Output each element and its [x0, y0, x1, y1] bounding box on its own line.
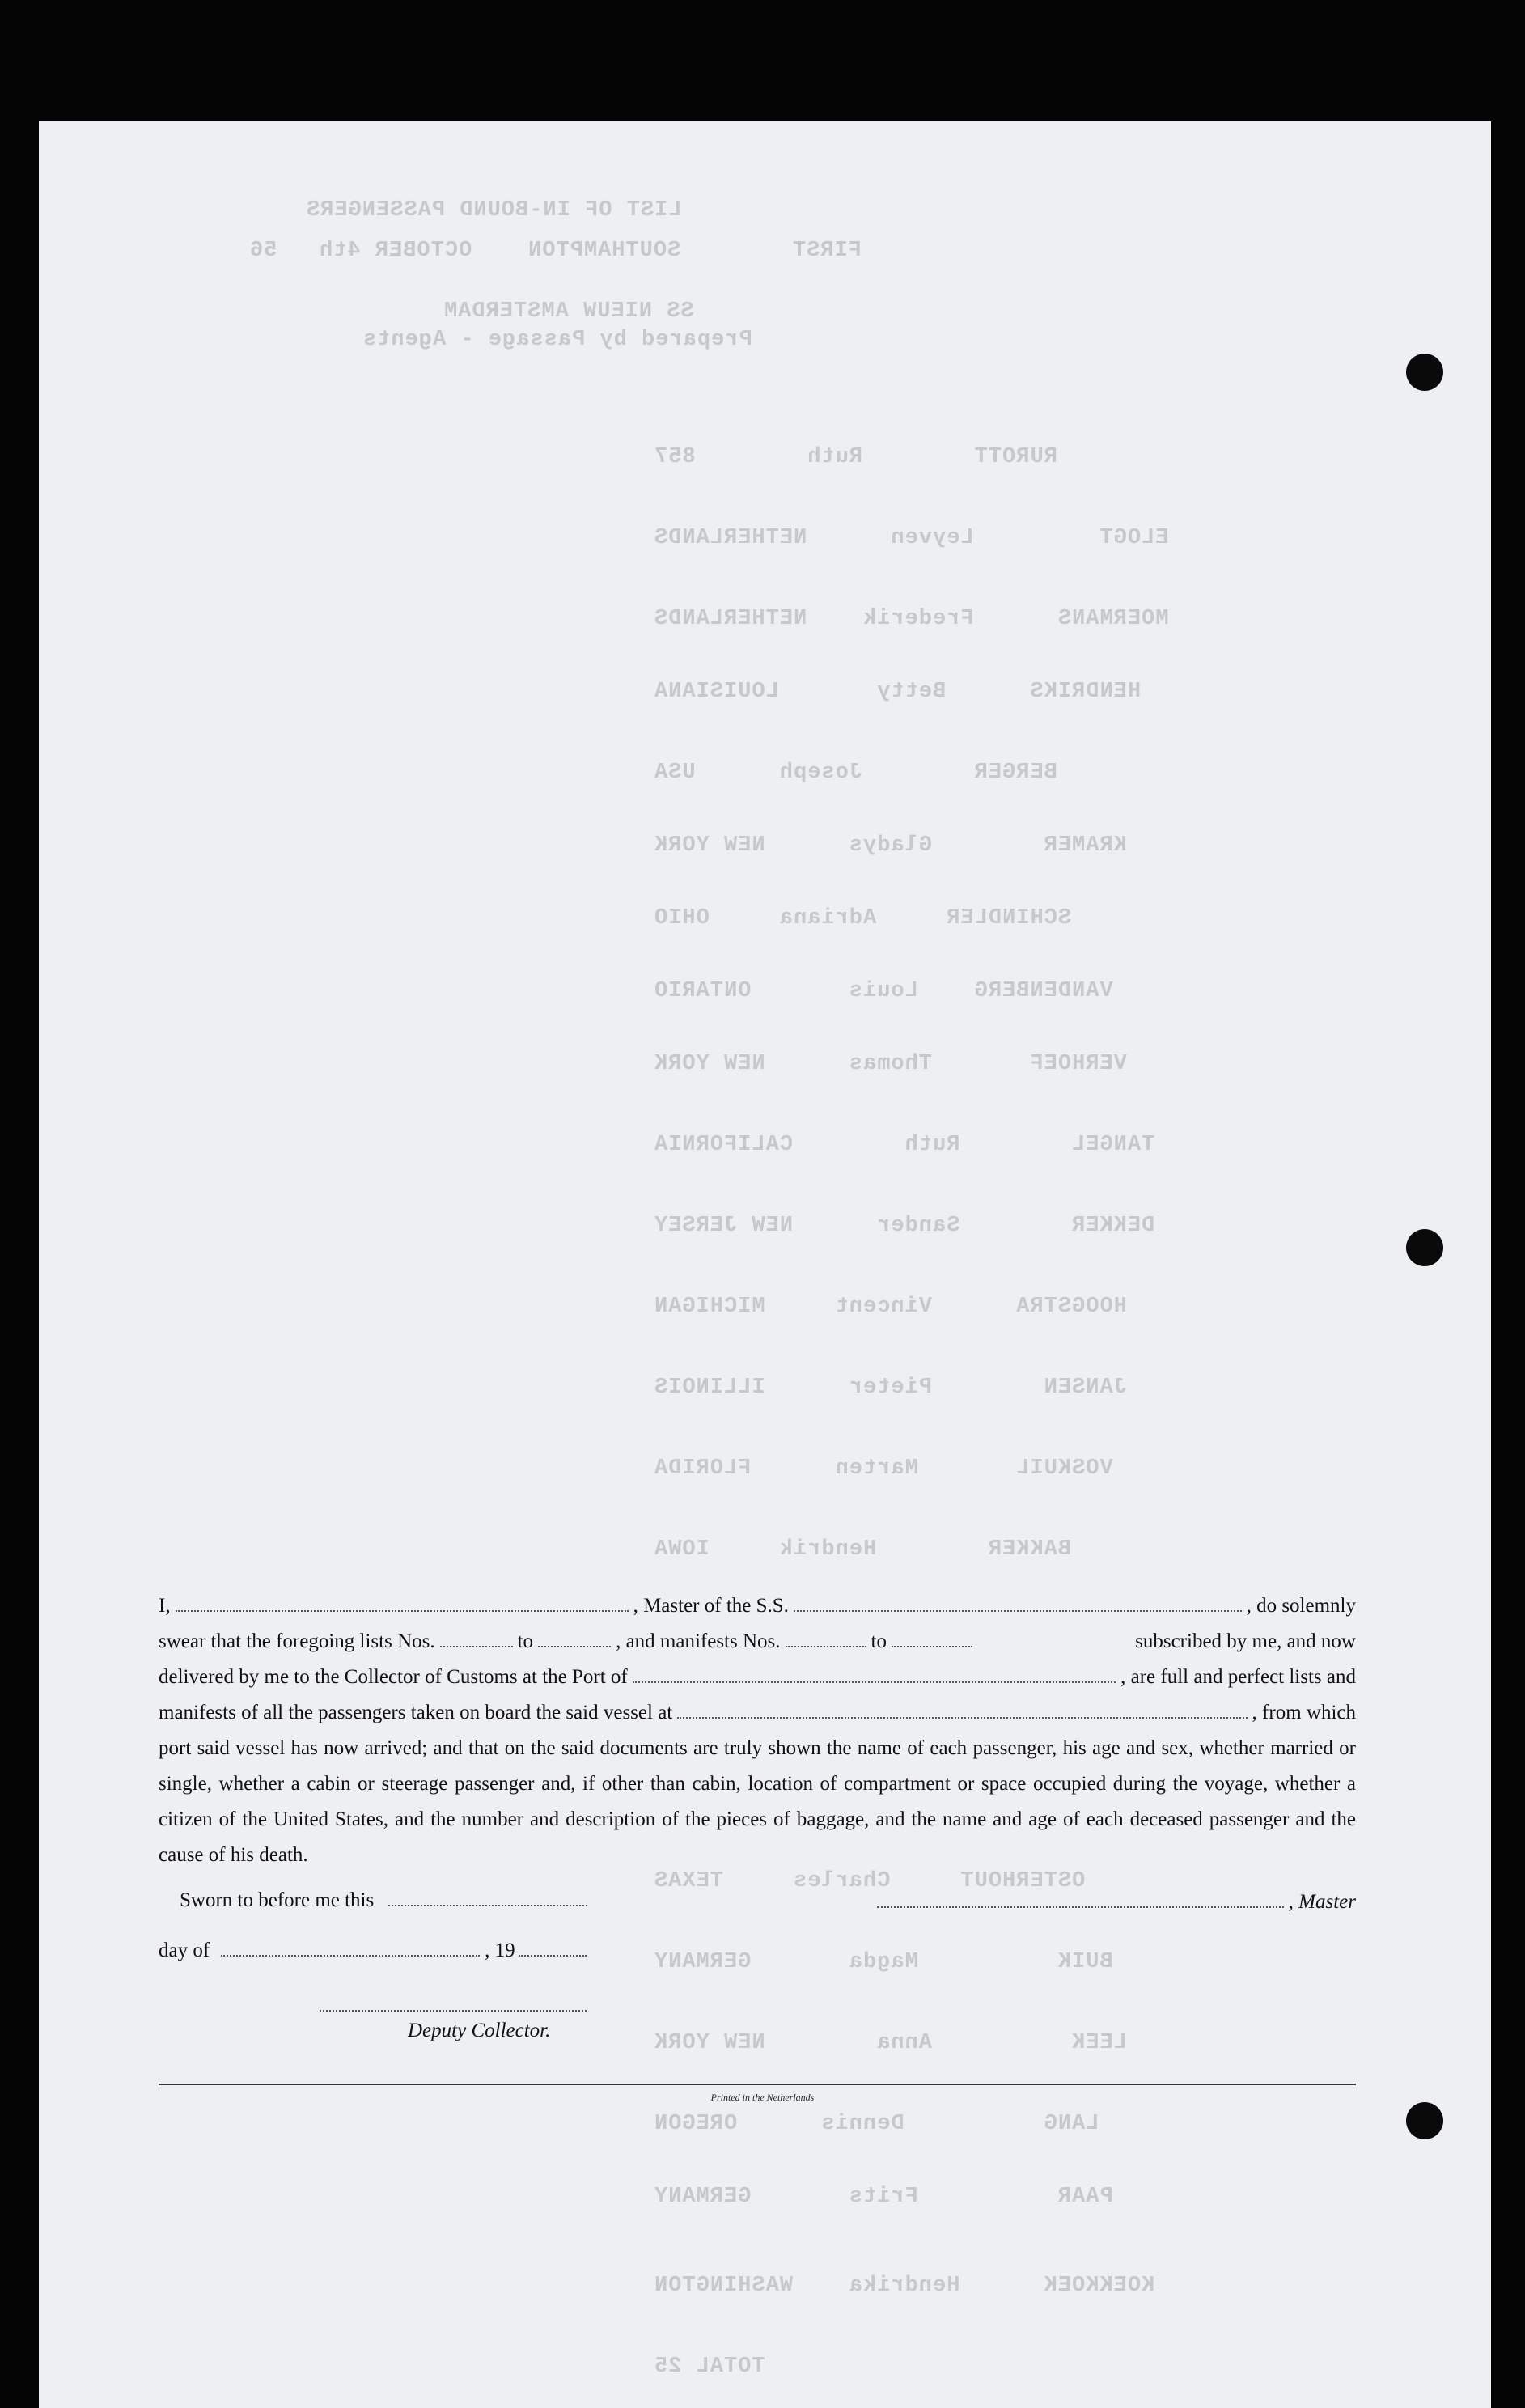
departure-port-blank[interactable] — [677, 1709, 1247, 1719]
bleed-through-rows: VOSKUIL Marten FLORIDA — [654, 1456, 1113, 1481]
master-label: , Master — [1288, 1891, 1356, 1913]
day-of-text: day of — [159, 1940, 210, 1961]
manifests-from-blank[interactable] — [786, 1638, 866, 1647]
day-of-blank[interactable] — [221, 1947, 480, 1956]
oath-port-of: delivered by me to the Collector of Customs at the Port of — [159, 1666, 628, 1688]
port-blank[interactable] — [633, 1673, 1116, 1683]
oath-manifests-nos: , and manifests Nos. — [616, 1630, 781, 1652]
oath-from-which: , from which — [1252, 1702, 1356, 1723]
bleed-through-header: FIRST SOUTHAMPTON OCTOBER 4th 56 — [249, 239, 862, 263]
bleed-through-rows: LANG Dennis OREGON — [654, 2112, 1099, 2136]
vessel-name-blank[interactable] — [794, 1602, 1242, 1612]
bleed-through-rows: BERGER Joseph USA — [654, 761, 1057, 785]
master-signature-blank[interactable] — [877, 1898, 1284, 1908]
bleed-through-rows: RUROTT Ruth 857 — [654, 445, 1057, 469]
bleed-through-rows: JANSEN Pieter ILLINOIS — [654, 1376, 1127, 1400]
oath-full-lists: , are full and perfect lists and — [1120, 1666, 1356, 1688]
master-name-blank[interactable] — [176, 1602, 629, 1612]
bleed-through-rows: BAKKER Hendrik IOWA — [654, 1537, 1072, 1562]
bleed-through-rows: LEEK Anna NEW YORK — [654, 2031, 1127, 2055]
bleed-through-rows: PAAR Frits GERMANY — [654, 2185, 1113, 2209]
bleed-through-rows: ELOGT Leyven NETHERLANDS — [654, 526, 1169, 550]
bleed-through-rows: TANGEL Ruth CALIFORNIA — [654, 1133, 1155, 1157]
bleed-through-rows: KOEKKOEK Hendrika WASHINGTON — [654, 2274, 1155, 2298]
bleed-through-rows: KRAMER Gladys NEW YORK — [654, 833, 1127, 858]
bleed-through-rows: DEKKER Sander NEW JERSEY — [654, 1214, 1155, 1238]
bleed-through-header: LIST OF IN-BOUND PASSENGERS — [306, 198, 682, 223]
bleed-through-rows: HENDRIKS Betty LOUISIANA — [654, 680, 1142, 704]
manifests-to-blank[interactable] — [892, 1638, 972, 1647]
lists-from-blank[interactable] — [440, 1638, 513, 1647]
oath-master-of-ss: , Master of the S.S. — [633, 1595, 789, 1617]
sworn-date-blank[interactable] — [388, 1897, 587, 1906]
bleed-through-header: SS NIEUW AMSTERDAM — [443, 299, 694, 324]
bleed-through-rows: VANDENBERG Louis ONTARIO — [654, 979, 1113, 1003]
lists-to-blank[interactable] — [538, 1638, 611, 1647]
oath-taken-on-board: manifests of all the passengers taken on board the said vessel at — [159, 1702, 673, 1723]
deputy-collector-label: Deputy Collector. — [408, 2020, 551, 2041]
oath-to: to — [517, 1630, 534, 1652]
deputy-signature-blank[interactable] — [320, 1999, 587, 2012]
punch-hole — [1406, 1229, 1443, 1266]
year-blank[interactable] — [519, 1947, 587, 1956]
sworn-text: Sworn to before me this — [180, 1889, 375, 1911]
sworn-line — [180, 1889, 592, 1912]
oath-i: I, — [159, 1595, 171, 1617]
bleed-through-rows: BUIK Magda GERMANY — [654, 1950, 1113, 1974]
bleed-through-rows: HOOGSTRA Vincent MICHIGAN — [654, 1295, 1127, 1319]
punch-hole — [1406, 2102, 1443, 2139]
bleed-through-rows: SCHINDLER Adriana OHIO — [654, 906, 1072, 931]
oath-solemnly: , do solemnly — [1246, 1595, 1356, 1617]
document-page — [39, 121, 1491, 2408]
bleed-through-rows: TOTAL 25 — [654, 2355, 765, 2379]
oath-subscribed: subscribed by me, and now — [1135, 1630, 1356, 1652]
footer-rule — [159, 2084, 1356, 2085]
printed-in-netherlands: Printed in the Netherlands — [710, 2092, 815, 2103]
punch-hole — [1406, 354, 1443, 391]
oath-body-text: port said vessel has now arrived; and that on the said documents are truly shown the name of each passenger, his age and sex, whether married or single, whether a cabin or steerage passenger and, if other than cabin, location of compartment or space occupied during the voyage, whether a citizen of the United States, and the number and description of the pieces of baggage, and the name and age of each deceased passenger and the cause of his death. — [159, 1737, 1356, 1866]
bleed-through-rows: MOERMANS Frederik NETHERLANDS — [654, 607, 1169, 631]
bleed-through-rows: VERHOEF Thomas NEW YORK — [654, 1052, 1127, 1076]
day-of-line — [159, 1940, 591, 1962]
master-signature-line — [872, 1891, 1356, 1914]
bleed-through-rows: OSTERHOUT Charles TEXAS — [654, 1869, 1086, 1893]
bleed-through-header: Prepared by Passage - Agents — [362, 328, 752, 352]
oath-paragraph — [159, 1588, 1356, 1873]
year-text: , 19 — [485, 1940, 515, 1961]
oath-lists-nos: swear that the foregoing lists Nos. — [159, 1630, 435, 1652]
oath-to-2: to — [871, 1630, 887, 1652]
